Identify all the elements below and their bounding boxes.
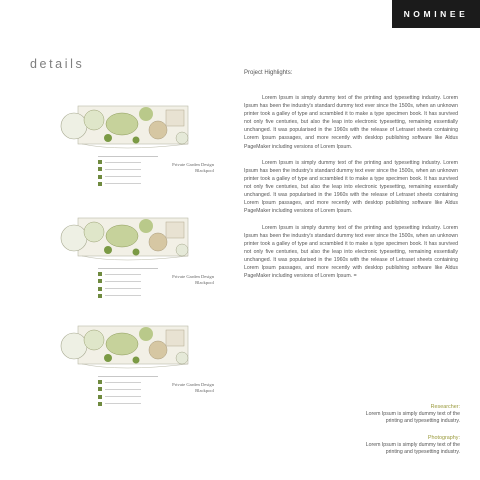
plan-caption-location: Blackpool bbox=[195, 168, 214, 173]
garden-plan-card bbox=[60, 320, 220, 416]
description-paragraph: Lorem Ipsum is simply dummy text of the printing and typesetting industry. Lorem Ipsum has been the industry's standard dummy text ever since the 1500s, when an unknown printer took a galley of type and scrambled it to make a type specimen book. It has survived not only five centuries, but also the leap into electronic typesetting, remaining essentially unchanged. It was popularised in the 1960s with the release of Letraset sheets containing Lorem Ipsum passages, and more recently with desktop publishing software like Aldus PageMaker including versions of Lorem Ipsum. = bbox=[244, 224, 458, 280]
garden-plan-card bbox=[60, 212, 220, 308]
credit-text: Lorem Ipsum is simply dummy text of the bbox=[365, 441, 460, 448]
credit-text: printing and typesetting industry. bbox=[385, 418, 460, 425]
plan-caption bbox=[158, 382, 214, 394]
credit-researcher bbox=[320, 404, 460, 426]
nominee-badge-label: NOMINEE bbox=[403, 9, 469, 19]
nominee-badge bbox=[392, 0, 480, 28]
garden-plan-drawing bbox=[60, 100, 200, 154]
plan-legend bbox=[98, 372, 158, 406]
plan-caption bbox=[158, 274, 214, 286]
credit-photography bbox=[320, 435, 460, 457]
credit-text: Lorem Ipsum is simply dummy text of the bbox=[365, 411, 460, 417]
plan-caption-location: Blackpool bbox=[195, 280, 214, 285]
project-highlights-label: Project Highlights: bbox=[244, 70, 293, 76]
plan-legend bbox=[98, 152, 158, 186]
plan-caption-title: Private Garden Design bbox=[172, 274, 214, 279]
garden-plan-card bbox=[60, 100, 220, 196]
description-paragraph: Lorem Ipsum is simply dummy text of the printing and typesetting industry. Lorem Ipsum has been the industry's standard dummy text ever since the 1500s, when an unknown printer took a galley of type and scrambled it to make a type specimen book. It has survived not only five centuries, but also the leap into electronic typesetting, remaining essentially unchanged. It was popularised in the 1960s with the release of Letraset sheets containing Lorem Ipsum passages, and more recently with desktop publishing software like Aldus PageMaker including versions of Lorem Ipsum. bbox=[244, 159, 458, 215]
plan-caption-title: Private Garden Design bbox=[172, 382, 214, 387]
credit-role: Photography: bbox=[427, 434, 460, 441]
credits bbox=[320, 404, 460, 465]
garden-plan-drawing bbox=[60, 212, 200, 266]
description-paragraph: Lorem Ipsum is simply dummy text of the printing and typesetting industry. Lorem Ipsum has been the industry's standard dummy text ever since the 1500s, when an unknown printer took a galley of type and scrambled it to make a type specimen book. It has survived not only five centuries, but also the leap into electronic typesetting, remaining essentially unchanged. It was popularised in the 1960s with the release of Letraset sheets containing Lorem Ipsum passages, and more recently with desktop publishing software like Aldus PageMaker including versions of Lorem Ipsum. bbox=[244, 95, 458, 150]
plan-legend bbox=[98, 264, 158, 298]
credit-text: printing and typesetting industry. bbox=[385, 448, 460, 455]
project-description bbox=[244, 94, 458, 289]
garden-plan-drawing bbox=[60, 320, 200, 374]
plan-caption-title: Private Garden Design bbox=[172, 162, 214, 167]
details-heading: details bbox=[30, 57, 85, 71]
plan-caption bbox=[158, 162, 214, 174]
credit-role: Researcher: bbox=[430, 404, 460, 410]
plan-caption-location: Blackpool bbox=[195, 388, 214, 393]
